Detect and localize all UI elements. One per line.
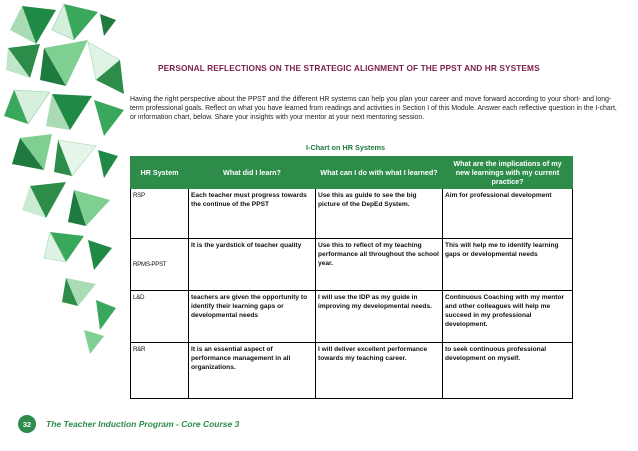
cell-system: R&R: [131, 343, 189, 399]
cell-can-do: Use this as guide to see the big picture of the DepEd System.: [316, 189, 443, 239]
intro-paragraph: Having the right perspective about the PPST and the different HR systems can help you plan your career and move forward according to your short- and long-term professional goals. Reflect on what you have learned from readings and activities in Section I of this Module. Answer each reflective question in the I-chart, or information chart, below. Share your insights with your mentor at your next mentoring session.: [130, 96, 617, 121]
cell-implications: Continuous Coaching with my mentor and other colleagues will help me succeed in my professional development.: [443, 291, 573, 343]
cell-system: L&D: [131, 291, 189, 343]
cell-can-do: I will deliver excellent performance towards my teaching career.: [316, 343, 443, 399]
header-implications: What are the implications of my new learnings with my current practice?: [443, 157, 573, 189]
page-footer: [18, 415, 239, 433]
cell-implications: This will help me to identify learning gaps or developmental needs: [443, 239, 573, 291]
header-what-learned: What did I learn?: [189, 157, 316, 189]
page-number-badge: 32: [18, 415, 36, 433]
cell-system: RSP: [131, 189, 189, 239]
cell-learned: It is the yardstick of teacher quality: [189, 239, 316, 291]
table-row: [131, 343, 573, 399]
cell-learned: Each teacher must progress towards the continue of the PPST: [189, 189, 316, 239]
table-header-row: [131, 157, 573, 189]
cell-implications: Aim for professional development: [443, 189, 573, 239]
header-what-can-do: What can I do with what I learned?: [316, 157, 443, 189]
chart-title: I-Chart on HR Systems: [306, 143, 386, 152]
triangle-decoration: [0, 0, 130, 380]
cell-can-do: I will use the IDP as my guide in improving my developmental needs.: [316, 291, 443, 343]
footer-course-title: The Teacher Induction Program - Core Course 3: [46, 419, 240, 429]
cell-system: RPMS-PPST: [131, 239, 189, 291]
cell-can-do: Use this to reflect of my teaching performance all throughout the school year.: [316, 239, 443, 291]
cell-implications: to seek continuous professional development on myself.: [443, 343, 573, 399]
cell-learned: It is an essential aspect of performance management in all organizations.: [189, 343, 316, 399]
table-row: [131, 239, 573, 291]
page-title: PERSONAL REFLECTIONS ON THE STRATEGIC ALIGNMENT OF THE PPST AND HR SYSTEMS: [158, 63, 540, 73]
cell-learned: teachers are given the opportunity to identify their learning gaps or developmental needs: [189, 291, 316, 343]
i-chart-table: [130, 156, 573, 399]
table-row: [131, 189, 573, 239]
header-hr-system: HR System: [131, 157, 189, 189]
table-row: [131, 291, 573, 343]
